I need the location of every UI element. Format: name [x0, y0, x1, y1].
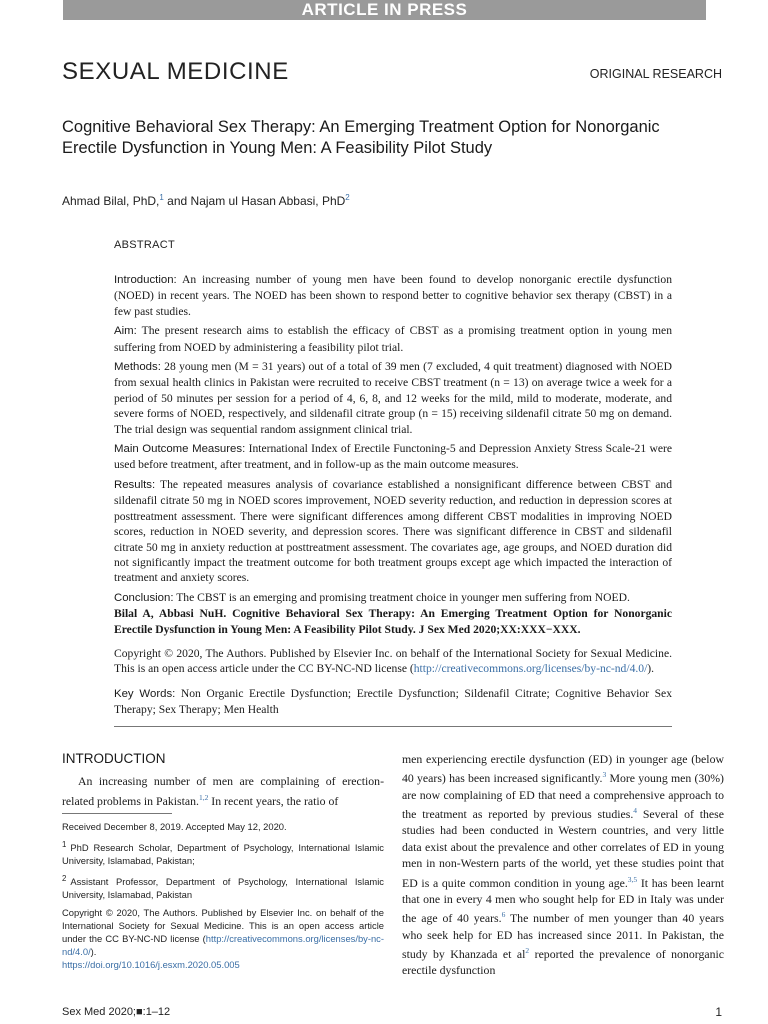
author-2: Najam ul Hasan Abbasi, PhD [190, 194, 346, 208]
reference-link[interactable]: 4 [633, 806, 638, 816]
introduction-right-column [402, 751, 724, 979]
author-conjunction: and [163, 194, 191, 208]
intro-right-text-3: Several of these studies had been conducted in Western countries, and very little data exist about the prevalence and other correlates of ED in young men in non-Western parts of the world, yet these studies point that ED is a quite common condition in young age. [402, 807, 724, 890]
intro-right-text-2: More young men (30%) are now complaining of ED that need a comprehensive approach to the treatment as reported by previous studies. [402, 771, 724, 822]
affiliation-2-marker: 2 [62, 874, 67, 884]
footnote-divider [62, 813, 172, 814]
journal-name: SEXUAL MEDICINE [62, 58, 289, 85]
intro-right-text-6: reported the prevalence of nonorganic erectile dysfunction [402, 947, 724, 978]
abstract-results [114, 477, 672, 586]
abstract-conclusion-text: The CBST is an emerging and promising treatment choice in younger men suffering from NOED. [173, 590, 630, 604]
abstract-introduction-label: Introduction: [114, 274, 177, 286]
footnote-copyright-end: ). [90, 946, 97, 958]
received-dates: Received December 8, 2019. Accepted May 12, 2020. [62, 821, 287, 832]
reference-link[interactable]: 1,2 [198, 792, 209, 802]
article-in-press-banner: ARTICLE IN PRESS [63, 0, 706, 20]
introduction-paragraph-2 [402, 751, 724, 979]
abstract-copyright-end: ). [647, 662, 655, 676]
footnotes [62, 820, 384, 976]
abstract-aim-text: The present research aims to establish the efficacy of CBST as a promising treatment option in young men suffering from NOED by administering a feasibility pilot trial. [114, 324, 672, 354]
abstract-keywords [114, 686, 672, 718]
intro-right-text-1: men experiencing erectile dysfunction (ED) in younger age (below 40 years) has been increased significantly. [402, 752, 724, 786]
intro-right-text-5: The number of men younger than 40 years who seek help for ED has increased since 2011. In Pakistan, the study by Khanzada et al [402, 911, 724, 962]
abstract-citation: Bilal A, Abbasi NuH. Cognitive Behavioral Sex Therapy: An Emerging Treatment Option for Nonorganic Erectile Dysfunction in Young Men: A Feasibility Pilot Study. J Sex Med 2020;XX:XXX−XXX. [114, 607, 672, 636]
intro-left-text-1: An increasing number of men are complaining of erection-related problems in Pakistan. [62, 774, 384, 808]
abstract-license-link[interactable]: http://creativecommons.org/licenses/by-nc-nd/4.0/ [413, 662, 648, 676]
footnote-license-link[interactable]: http://creativecommons.org/licenses/by-nc-nd/4.0/ [62, 933, 384, 958]
abstract-methods [114, 359, 672, 437]
reference-link[interactable]: 3,5 [627, 874, 638, 884]
abstract-keywords-text: Non Organic Erectile Dysfunction; Erectile Dysfunction; Sildenafil Citrate; Cognitive Behavior Sex Therapy; Sex Therapy; Men Health [114, 686, 672, 717]
affiliation-2 [62, 872, 384, 901]
reference-link[interactable]: 2 [525, 946, 530, 956]
abstract-outcome-text: International Index of Erectile Functoning-5 and Depression Anxiety Stress Scale-21 were used before treatment, after treatment, and in follow-up as the main outcome measures. [114, 442, 672, 472]
abstract-introduction-text: An increasing number of young men have been found to develop nonorganic erectile dysfunction (NOED) in recent years. The NOED has been shown to respond better to cognitive behavior sex therapy (CBST) in a few past studies. [114, 273, 672, 318]
article-title: Cognitive Behavioral Sex Therapy: An Emerging Treatment Option for Nonorganic Erectile Dysfunction in Young Men: A Feasibility Pilot Study [62, 118, 660, 157]
reference-link[interactable]: 3 [602, 770, 607, 780]
abstract-outcome-measures [114, 441, 672, 473]
abstract-divider [114, 726, 672, 727]
abstract-body [114, 272, 672, 722]
abstract-copyright-text: Copyright © 2020, The Authors. Published by Elsevier Inc. on behalf of the International Society for Sexual Medicine. This is an open access article under the CC BY-NC-ND license ( [114, 646, 672, 676]
affiliation-2-text: Assistant Professor, Department of Psychology, International Islamic University, Islamabad, Pakistan [62, 876, 384, 901]
affiliation-1 [62, 838, 384, 867]
footer-citation: Sex Med 2020;■:1–12 [62, 1006, 171, 1018]
section-type-label: ORIGINAL RESEARCH [589, 67, 722, 81]
abstract-aim-label: Aim: [114, 325, 137, 338]
abstract-methods-text: 28 young men (M = 31 years) out of a total of 39 men (7 excluded, 4 quit treatment) diagnosed with NOED from sexual health clinics in Pakistan were recruited to receive CBST treatment (n = 13) on average twice a week for a period of 50 minutes per session for a period of 4, 6, 8, and 12 weeks for the mild, mild to moderate, moderate, and severe forms of NOED, respectively, and sildenafil citrate group (n = 15) receiving sildenafil citrate 50 mg on demand. The trial design was sequential random assignment clinical trial. [114, 360, 672, 436]
introduction-heading: INTRODUCTION [62, 751, 166, 766]
affiliation-1-marker: 1 [62, 840, 67, 849]
abstract-methods-label: Methods: [114, 361, 161, 374]
footnote-copyright [62, 906, 384, 971]
affiliation-1-text: PhD Research Scholar, Department of Psychology, International Islamic University, Islamabad, Pakistan; [62, 842, 384, 867]
abstract-keywords-label: Key Words: [114, 687, 176, 700]
author-line [62, 193, 350, 208]
intro-right-text-4: It has been learnt that one in every 4 men who sought help for ED in Italy was under the age of 40 years. [402, 875, 724, 926]
reference-link[interactable]: 6 [501, 910, 506, 920]
abstract-introduction [114, 272, 672, 319]
abstract-heading: ABSTRACT [114, 239, 176, 251]
abstract-aim [114, 323, 672, 355]
abstract-results-text: The repeated measures analysis of covariance established a nonsignificant difference between CBST and sildenafil citrate 50 mg in NOED scores improvement, NOED severity reduction, and reduction in depression scores at posttreatment assessment. There were significant differences among different CBST modalities in improving NOED scores, reduction in NOED severity, and depression scores. There was significant difference in CBST and sildenafil citrate 50 mg in anxiety reduction at posttreatment assessment. The covariates age, age groups, and NOED duration did not significantly impact the treatment outcome for both treatment groups except age which impacted the interaction of treatment and anxiety scores. [114, 477, 672, 585]
abstract-copyright [114, 646, 672, 677]
abstract-conclusion-label: Conclusion: [114, 591, 174, 604]
introduction-paragraph-1 [62, 773, 384, 809]
intro-left-text-2: In recent years, the ratio of [208, 793, 339, 808]
author-1: Ahmad Bilal, PhD, [62, 194, 160, 208]
author-2-affiliation-ref[interactable]: 2 [345, 193, 350, 202]
introduction-left-column [62, 773, 384, 809]
page-number: 1 [715, 1005, 722, 1019]
abstract-outcome-label: Main Outcome Measures: [114, 443, 246, 456]
author-1-affiliation-ref[interactable]: 1 [159, 193, 164, 202]
footnote-copyright-text: Copyright © 2020, The Authors. Published by Elsevier Inc. on behalf of the International Society for Sexual Medicine. This is an open access article under the CC BY-NC-ND license ( [62, 907, 384, 945]
abstract-results-label: Results: [114, 478, 156, 491]
doi-link[interactable]: https://doi.org/10.1016/j.esxm.2020.05.005 [62, 959, 240, 971]
abstract-conclusion [114, 590, 672, 637]
